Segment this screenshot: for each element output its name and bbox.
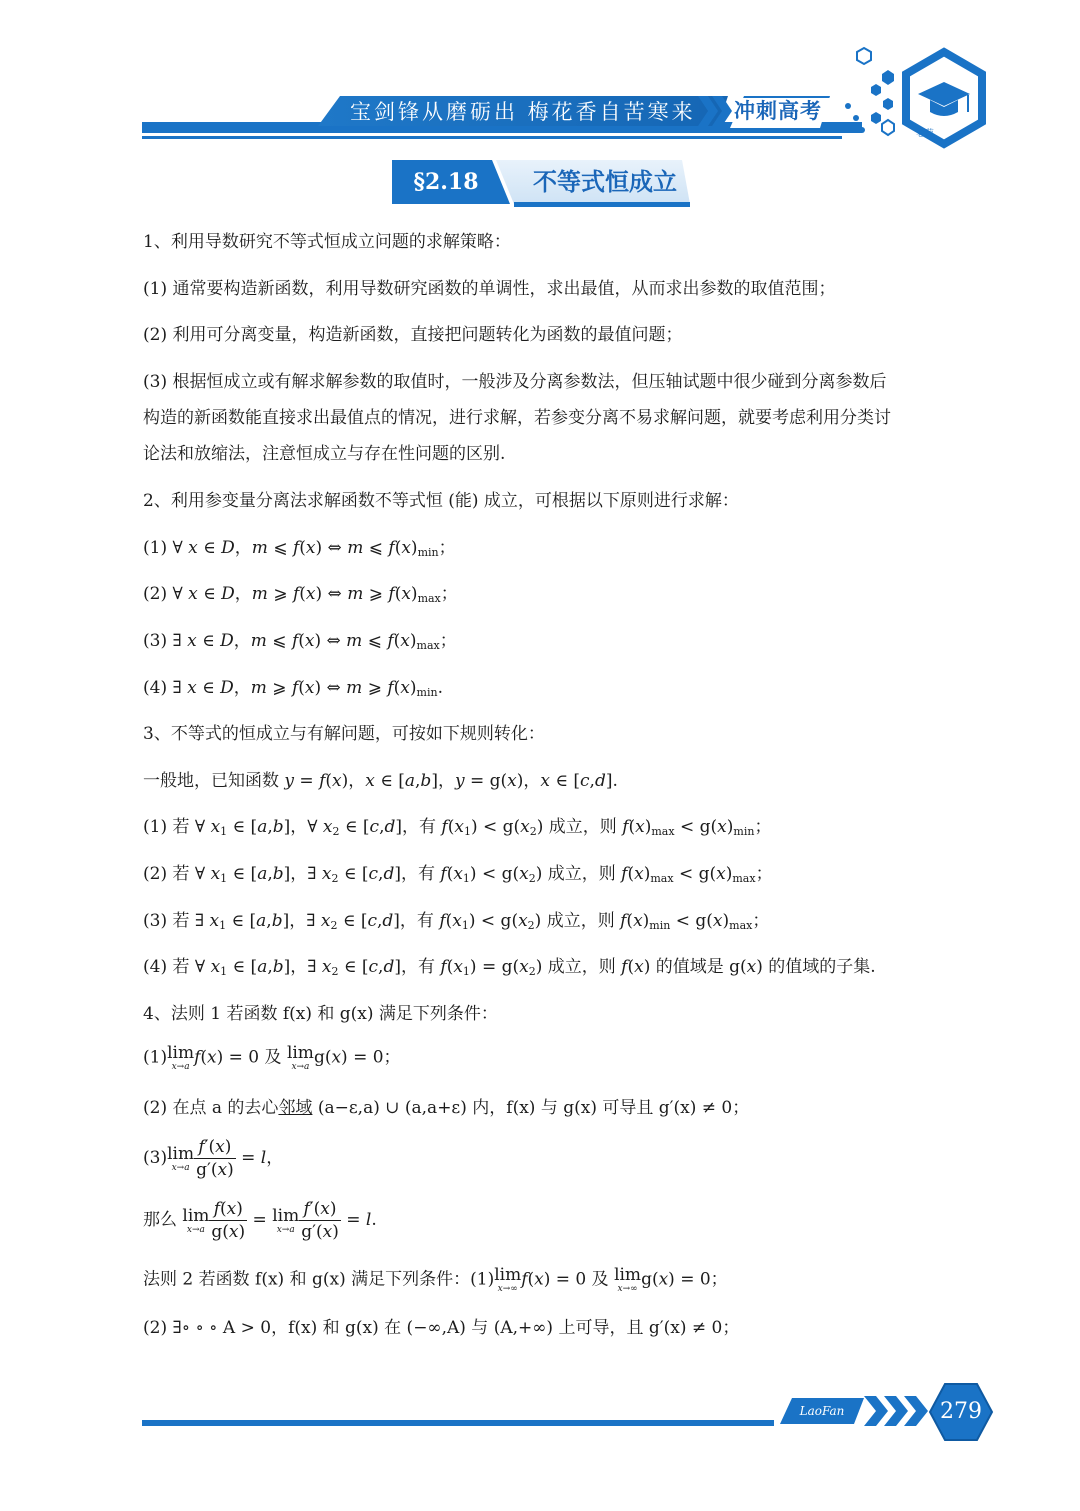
section-title: 不等式恒成立: [533, 168, 677, 196]
rule-3-2: (2) 若 ∀ $x_1$ ∈ [a,b]，∃ $x_2$ ∈ [c,d]，有 $f(x_1) < g(x_2)$ 成立，则 $f(x)_{max} < g(x)_{max}$；: [143, 864, 773, 885]
footer-chevron-icon: [862, 1396, 934, 1426]
motto-text: 宝剑锋从磨砺出 梅花香自苦寒来: [350, 100, 696, 124]
footer-rule: [142, 1420, 774, 1426]
neighborhood-underlined: 邻域: [278, 1098, 313, 1118]
rule-2-heading: 法则 2 若函数 f(x) 和 g(x) 满足下列条件：(1) lim x→∞ f(x) = 0 及 lim x→∞ g(x) = 0；: [143, 1265, 728, 1294]
heading-4: 4、法则 1 若函数 f(x) 和 g(x) 满足下列条件：: [143, 1004, 498, 1024]
rule-3-1: (1) 若 ∀ $x_1$ ∈ [a,b]，∀ $x_2$ ∈ [c,d]，有 $f(x_1) < g(x_2)$ 成立，则 $f(x)_{max} < g(x)_{min}$；: [143, 817, 772, 838]
paragraph-1-1: (1) 通常要构造新函数，利用导数研究函数的单调性，求出最值，从而求出参数的取值范围；: [143, 279, 836, 299]
rule-2-2: (2) ∀ x ∈ D，m ⩾ f(x) ⇔ m ⩾ $f(x)_{max}$；: [143, 584, 458, 605]
paragraph-1-3b: 构造的新函数能直接求出最值点的情况，进行求解，若参变分离不易求解问题，就要考虑利用分类讨: [143, 408, 891, 428]
header-tag: 冲刺高考: [734, 99, 822, 123]
rule-2-3: (3) ∃ x ∈ D，m ⩽ f(x) ⇔ m ⩽ $f(x)_{max}$；: [143, 631, 457, 652]
conclusion-4: 那么 lim x→a $\frac{f(x)}{g(x)}$ = lim x→a $\frac{f'(x)}{g'(x)}$ = l.: [143, 1199, 377, 1242]
rule-2-heading-text: 法则 2 若函数 f(x) 和 g(x) 满足下列条件：: [143, 1269, 471, 1290]
condition-4-2: [143, 1096, 749, 1120]
condition-4-3: (3) lim x→a $\frac{f'(x)}{g'(x)}$ = l，: [143, 1137, 284, 1180]
heading-1: 1、利用导数研究不等式恒成立问题的求解策略：: [143, 232, 511, 252]
statement-3-0: 一般地，已知函数 y = f(x)，x ∈ [a,b]，y = g(x)，x ∈ [c,d].: [143, 771, 618, 791]
condition-4-2-text: (2) 在点 a 的去心: [143, 1098, 279, 1118]
paragraph-1-2: (2) 利用可分离变量，构造新函数，直接把问题转化为函数的最值问题；: [143, 325, 683, 345]
condition-4-1: (1) lim x→a f(x) = 0 及 lim x→a g(x) = 0；: [143, 1043, 401, 1072]
rule-2-4: (4) ∃ x ∈ D，m ⩾ f(x) ⇔ m ⩾ $f(x)_{min}$.: [143, 678, 443, 699]
footer-brand: LaoFan: [799, 1404, 845, 1418]
header-rule-thin: [142, 136, 842, 139]
rule-3-3: (3) 若 ∃ $x_1$ ∈ [a,b]，∃ $x_2$ ∈ [c,d]，有 $f(x_1) < g(x_2)$ 成立，则 $f(x)_{min} < g(x)_{max}$；: [143, 911, 770, 932]
heading-3: 3、不等式的恒成立与有解问题，可按如下规则转化：: [143, 724, 545, 744]
section-title-banner: [392, 160, 692, 208]
page-header: [0, 0, 1080, 160]
rule-3-4: (4) 若 ∀ $x_1$ ∈ [a,b]，∃ $x_2$ ∈ [c,d]，有 $f(x_1) = g(x_2)$ 成立，则 f(x) 的值域是 g(x) 的值域的子集.: [143, 957, 876, 978]
graduation-cap-logo-icon: [836, 46, 990, 156]
rule-2-1: (1) ∀ x ∈ D，m ⩽ f(x) ⇔ m ⩽ $f(x)_{min}$；: [143, 538, 456, 559]
condition-4-2-tail: (a−ε,a) ∪ (a,a+ε) 内，f(x) 与 g(x) 可导且 g′(x) ≠ 0；: [312, 1098, 750, 1118]
rule-2-condition-2: (2) ∃∘ ∘ ∘ A > 0，f(x) 和 g(x) 在 (−∞,A) 与 (A,+∞) 上可导，且 g′(x) ≠ 0；: [143, 1318, 740, 1338]
page-number: 279: [940, 1399, 982, 1424]
paragraph-1-3c: 论法和放缩法，注意恒成立与存在性问题的区别.: [143, 444, 506, 464]
paragraph-1-3a: (3) 根据恒成立或有解求解参数的取值时，一般涉及分离参数法，但压轴试题中很少碰到分离参数后: [143, 372, 887, 392]
logo-text: 老范: [915, 129, 934, 139]
section-number: §2.18: [413, 169, 479, 195]
heading-2: 2、利用参变量分离法求解函数不等式恒 (能) 成立，可根据以下原则进行求解：: [143, 491, 739, 511]
